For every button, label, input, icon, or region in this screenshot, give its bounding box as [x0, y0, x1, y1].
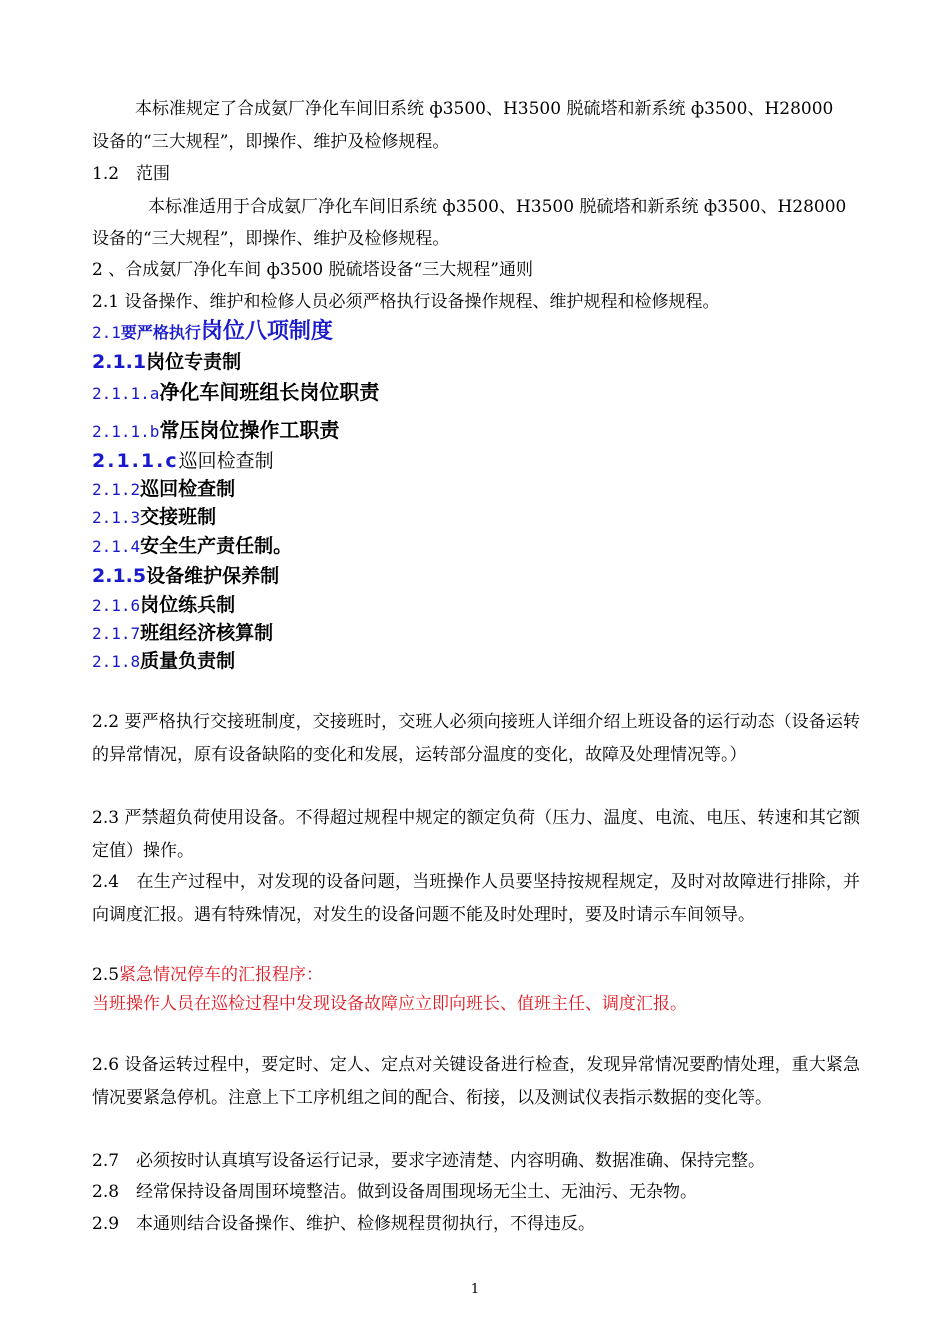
- item-text: 设备维护保养制: [146, 565, 280, 587]
- page-number: 1: [470, 1282, 480, 1297]
- list-item: [92, 648, 235, 675]
- item-text: 岗位专责制: [146, 351, 242, 373]
- item-text: 班组经济核算制: [140, 622, 274, 644]
- item-number: 2.1.5: [92, 565, 147, 587]
- list-item: [92, 592, 235, 619]
- item-number: 2.1.8: [92, 652, 141, 671]
- heading-2-1-title: 岗位八项制度: [200, 319, 333, 344]
- item-number: 2.1.2: [92, 480, 141, 499]
- list-item: [92, 620, 273, 647]
- para-2-5-title: 紧急情况停车的汇报程序：: [119, 965, 324, 985]
- item-text: 交接班制: [140, 506, 217, 528]
- para-1-2-line1: 本标准适用于合成氨厂净化车间旧系统 ф3500、H3500 脱硫塔和新系统 ф3500、H28000: [148, 197, 847, 217]
- item-number: 2.1.1.b: [92, 422, 160, 441]
- section-2-heading: 2 、合成氨厂净化车间 ф3500 脱硫塔设备“三大规程”通则: [92, 260, 533, 280]
- para-2-5-heading: [92, 963, 323, 987]
- item-text: 质量负责制: [140, 650, 236, 672]
- para-2-7: 2.7 必须按时认真填写设备运行记录，要求字迹清楚、内容明确、数据准确、保持完整。: [92, 1151, 766, 1171]
- para-2-6: 2.6 设备运转过程中，要定时、定人、定点对关键设备进行检查，发现异常情况要酌情处理，重大紧急情况要紧急停机。注意上下工序机组之间的配合、衔接，以及测试仪表指示数据的变化等。: [92, 1055, 860, 1108]
- list-item: [92, 533, 292, 560]
- para-2-9: 2.9 本通则结合设备操作、维护、检修规程贯彻执行，不得违反。: [92, 1214, 596, 1234]
- list-item: [92, 476, 235, 503]
- item-text: 岗位练兵制: [140, 594, 236, 616]
- para-2-8: 2.8 经常保持设备周围环境整洁。做到设备周围现场无尘土、无油污、无杂物。: [92, 1182, 698, 1202]
- section-1-2-heading: 1.2 范围: [92, 164, 171, 184]
- item-text: 常压岗位操作工职责: [159, 418, 340, 442]
- list-item: [92, 378, 379, 408]
- item-number: 2.1.4: [92, 537, 141, 556]
- list-item: [92, 562, 279, 591]
- list-item: [92, 447, 274, 476]
- item-text: 巡回检查制: [140, 478, 236, 500]
- heading-2-1: [92, 318, 333, 347]
- item-text: 巡回检查制: [178, 450, 274, 472]
- para-2-1: 2.1 设备操作、维护和检修人员必须严格执行设备操作规程、维护规程和检修规程。: [92, 292, 720, 312]
- item-number: 2.1.1.c: [92, 450, 179, 472]
- list-item: [92, 416, 339, 446]
- list-item: [92, 348, 241, 377]
- item-number: 2.1.7: [92, 624, 141, 643]
- item-number: 2.1.1.a: [92, 384, 160, 403]
- heading-2-1-number: 2.1: [92, 323, 121, 342]
- para-2-3: 2.3 严禁超负荷使用设备。不得超过规程中规定的额定负荷（压力、温度、电流、电压、转速和其它额定值）操作。: [92, 808, 860, 861]
- item-number: 2.1.3: [92, 508, 141, 527]
- para-2-4: 2.4 在生产过程中，对发现的设备问题，当班操作人员要坚持按规程规定，及时对故障进行排除，并向调度汇报。遇有特殊情况，对发生的设备问题不能及时处理时，要及时请示车间领导。: [92, 872, 860, 925]
- para-1-1-line1: 本标准规定了合成氨厂净化车间旧系统 ф3500、H3500 脱硫塔和新系统 ф3500、H28000: [135, 99, 834, 119]
- item-text: 净化车间班组长岗位职责: [159, 380, 380, 404]
- item-number: 2.1.1: [92, 351, 147, 373]
- para-2-2: 2.2 要严格执行交接班制度，交接班时，交班人必须向接班人详细介绍上班设备的运行动态（设备运转的异常情况，原有设备缺陷的变化和发展，运转部分温度的变化，故障及处理情况等。）: [92, 712, 860, 765]
- item-text: 安全生产责任制。: [140, 535, 293, 557]
- item-number: 2.1.6: [92, 596, 141, 615]
- para-2-5-body: 当班操作人员在巡检过程中发现设备故障应立即向班长、值班主任、调度汇报。: [92, 994, 687, 1014]
- list-item: [92, 504, 216, 531]
- para-1-1-line2: 设备的“三大规程”，即操作、维护及检修规程。: [92, 132, 450, 152]
- para-2-5-number: 2.5: [92, 965, 120, 985]
- para-1-2-line2: 设备的“三大规程”，即操作、维护及检修规程。: [92, 229, 450, 249]
- heading-2-1-prefix: 要严格执行: [120, 323, 201, 342]
